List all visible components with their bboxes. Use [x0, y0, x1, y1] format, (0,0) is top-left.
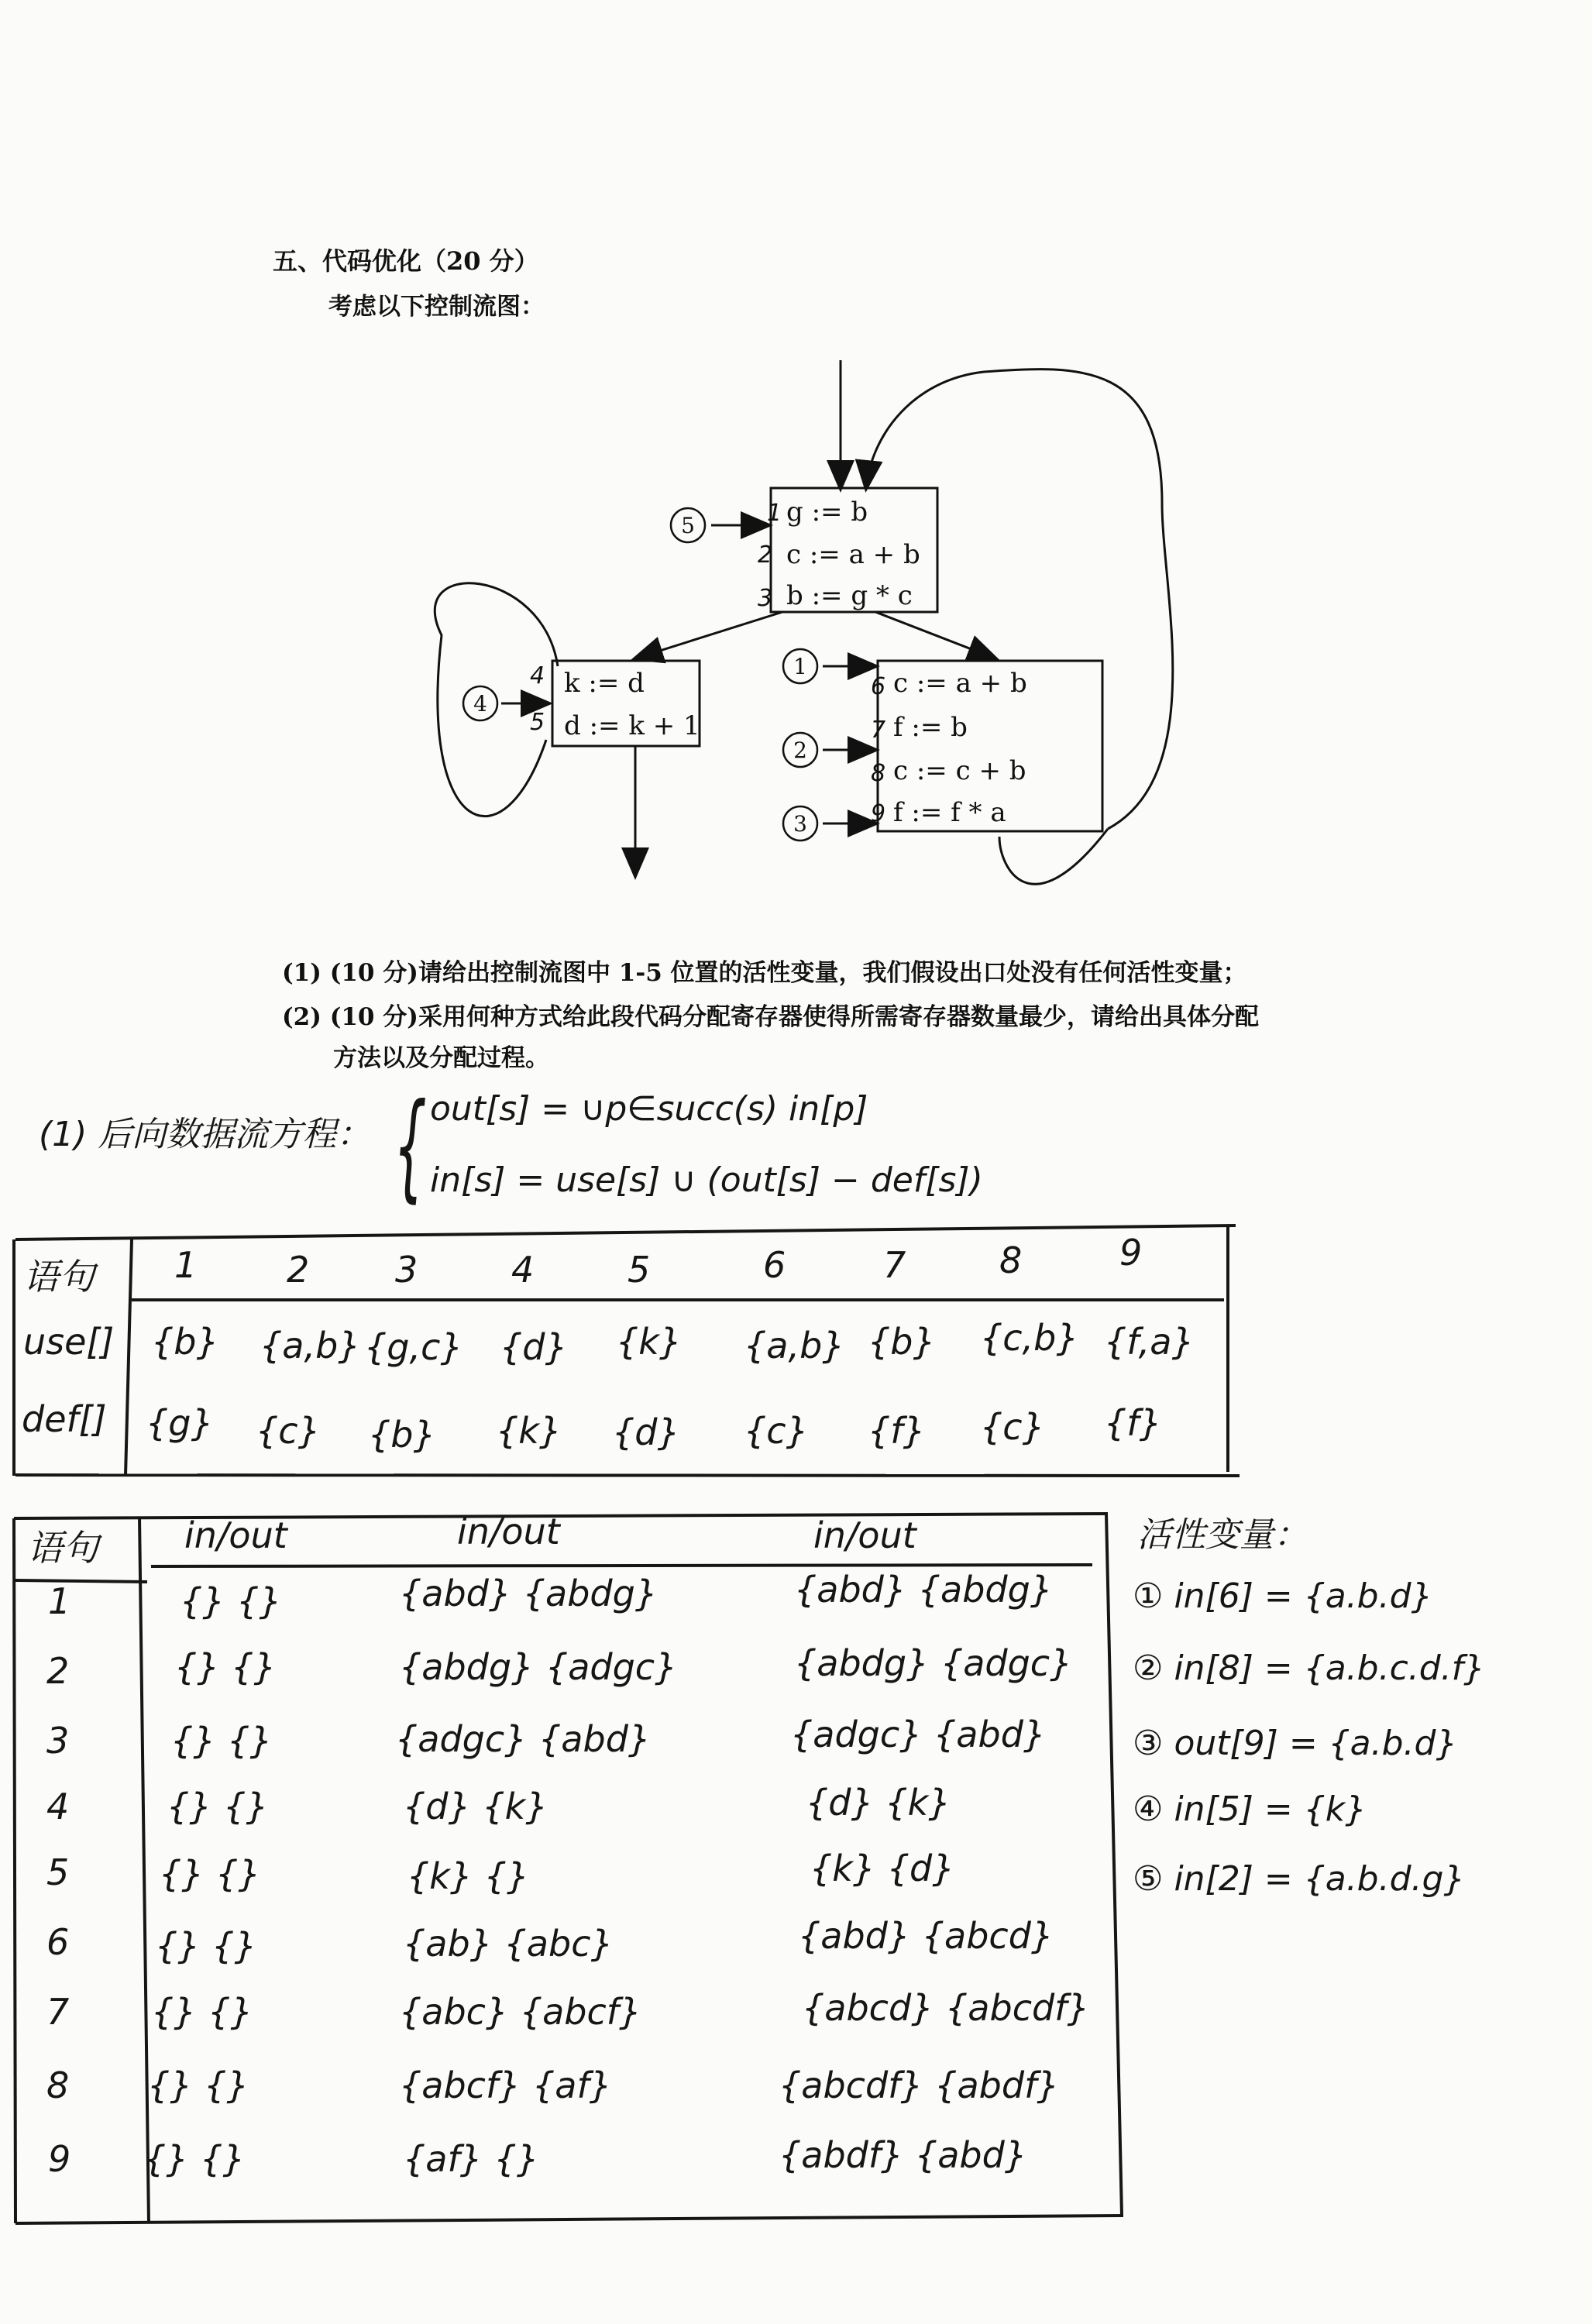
use-cell: {b} [151, 1321, 219, 1363]
section-title: 五、代码优化（20 分） [273, 246, 539, 276]
iter-cell-1: {} {} [170, 1720, 273, 1762]
def-cell: {c} [256, 1410, 321, 1452]
stmt-c1: c := a + b [786, 539, 920, 570]
iter-stmt: 8 [46, 2064, 70, 2106]
iter-cell-2: {abc} {abcf} [399, 1991, 642, 2033]
use-row-label: use[] [23, 1321, 115, 1363]
def-cell: {f} [868, 1410, 926, 1452]
iter-cell-3: {abcdf} {abdf} [779, 2064, 1060, 2106]
hand-num-3: 3 [758, 585, 773, 612]
iter-header-stmt: 语句 [27, 1527, 98, 1569]
point-2-label: 2 [793, 737, 807, 763]
question-2-continued: 方法以及分配过程。 [333, 1044, 549, 1072]
point-5-label: 5 [681, 513, 695, 538]
usedef-col-3: 3 [395, 1249, 418, 1291]
iter-cell-2: {ab} {abc} [403, 1923, 614, 1965]
iter-cell-1: {} {} [151, 1991, 253, 2033]
iter-stmt: 2 [46, 1650, 70, 1692]
usedef-col-1: 1 [174, 1244, 198, 1286]
equation-brace: { [394, 1079, 427, 1214]
iter-cell-1: {} {} [180, 1580, 282, 1622]
point-3-label: 3 [793, 811, 807, 837]
usedef-col-6: 6 [763, 1244, 786, 1286]
iter-cell-3: {abcd} {abcdf} [802, 1987, 1090, 2029]
def-cell: {b} [368, 1414, 436, 1456]
iter-stmt: 5 [46, 1851, 70, 1893]
section-intro: 考虑以下控制流图： [328, 293, 545, 321]
iter-cell-2: {abcf} {af} [399, 2064, 612, 2106]
def-cell: {k} [496, 1410, 562, 1452]
hand-num-8: 8 [871, 760, 886, 787]
hand-num-5: 5 [530, 709, 545, 736]
iter-cell-1: {} {} [159, 1853, 261, 1895]
point-1-label: 1 [793, 654, 807, 679]
hand-num-6: 6 [871, 673, 886, 700]
iter-header-2: in/out [457, 1511, 560, 1552]
def-cell: {c} [980, 1406, 1045, 1448]
iter-cell-2: {d} {k} [403, 1786, 548, 1827]
def-cell: {f} [1104, 1402, 1162, 1444]
use-cell: {a,b} [744, 1325, 845, 1367]
iter-header-3: in/out [813, 1514, 916, 1556]
usedef-header-stmt: 语句 [23, 1256, 95, 1298]
iter-cell-3: {abd} {abcd} [798, 1915, 1054, 1957]
use-cell: {a,b} [260, 1325, 361, 1367]
def-cell: {g} [146, 1402, 214, 1444]
iter-cell-3: {abd} {abdg} [794, 1569, 1054, 1611]
iter-cell-1: {} {} [143, 2138, 246, 2180]
stmt-f1: f := b [893, 712, 968, 743]
iter-cell-1: {} {} [147, 2064, 249, 2106]
equation-out: out[s] = ∪p∈succ(s) in[p] [430, 1089, 868, 1129]
live-var-item-5: ⑤ in[2] = {a.b.d.g} [1133, 1859, 1466, 1899]
use-cell: {d} [500, 1326, 568, 1368]
use-cell: {c,b} [980, 1317, 1079, 1359]
usedef-col-9: 9 [1119, 1232, 1143, 1274]
iter-cell-1: {} {} [174, 1646, 277, 1688]
iter-cell-1: {} {} [167, 1786, 269, 1827]
use-cell: {g,c} [364, 1326, 463, 1368]
live-var-item-1: ① in[6] = {a.b.d} [1133, 1576, 1433, 1616]
hand-num-4: 4 [530, 662, 545, 689]
iter-stmt: 6 [46, 1921, 70, 1963]
edge-top-left [635, 612, 782, 658]
iter-cell-1: {} {} [155, 1925, 257, 1967]
question-1: (1) (10 分)请给出控制流图中 1-5 位置的活性变量，我们假设出口处没有任何活性变量； [282, 959, 1247, 987]
usedef-col-8: 8 [999, 1239, 1023, 1281]
control-flow-graph [0, 0, 1592, 930]
use-cell: {f,a} [1104, 1321, 1195, 1363]
iter-stmt: 4 [46, 1786, 70, 1827]
hand-num-7: 7 [871, 717, 886, 744]
iter-cell-2: {af} {} [403, 2138, 540, 2180]
iter-stmt: 9 [48, 2138, 71, 2180]
def-cell: {d} [612, 1411, 680, 1453]
usedef-col-4: 4 [511, 1249, 535, 1291]
iter-stmt: 7 [46, 1991, 70, 2033]
question-2: (2) (10 分)采用何种方式给此段代码分配寄存器使得所需寄存器数量最少，请给出具体分配 [282, 1003, 1259, 1031]
iter-cell-2: {abdg} {adgc} [399, 1646, 678, 1688]
live-var-item-4: ④ in[5] = {k} [1133, 1789, 1367, 1829]
iter-stmt: 3 [46, 1720, 70, 1762]
live-vars-title: 活性变量： [1137, 1515, 1308, 1555]
live-var-item-3: ③ out[9] = {a.b.d} [1133, 1724, 1458, 1763]
usedef-col-2: 2 [287, 1249, 310, 1291]
equation-in: in[s] = use[s] ∪ (out[s] − def[s]) [430, 1160, 983, 1200]
stmt-k: k := d [564, 668, 645, 699]
iter-cell-3: {d} {k} [806, 1782, 951, 1824]
hand-num-2: 2 [758, 541, 773, 569]
iter-cell-2: {adgc} {abd} [395, 1718, 652, 1760]
use-cell: {b} [868, 1321, 936, 1363]
iter-header-1: in/out [184, 1514, 287, 1556]
hand-num-9: 9 [871, 800, 886, 827]
stmt-f2: f := f * a [893, 797, 1006, 828]
def-cell: {c} [744, 1410, 809, 1452]
iter-cell-2: {k} {} [407, 1855, 530, 1897]
live-var-item-2: ② in[8] = {a.b.c.d.f} [1133, 1648, 1486, 1688]
stmt-c2: c := a + b [893, 668, 1027, 699]
def-row-label: def[] [22, 1398, 107, 1440]
iter-stmt: 1 [48, 1580, 71, 1622]
stmt-b: b := g * c [786, 580, 913, 611]
usedef-col-7: 7 [883, 1244, 906, 1286]
stmt-g: g := b [786, 497, 868, 528]
iter-cell-3: {abdg} {adgc} [794, 1642, 1073, 1684]
answer-label: (1) 后向数据流方程： [39, 1115, 371, 1154]
iter-cell-3: {adgc} {abd} [790, 1714, 1047, 1755]
point-4-label: 4 [473, 691, 487, 717]
stmt-c3: c := c + b [893, 755, 1026, 786]
stmt-d: d := k + 1 [564, 710, 700, 741]
iter-cell-3: {k} {d} [810, 1848, 955, 1889]
iter-cell-2: {abd} {abdg} [399, 1573, 658, 1614]
iter-cell-3: {abdf} {abd} [779, 2134, 1028, 2176]
edge-top-right [875, 612, 995, 658]
hand-num-1: 1 [767, 500, 782, 527]
usedef-col-5: 5 [628, 1249, 651, 1291]
use-cell: {k} [616, 1321, 683, 1363]
